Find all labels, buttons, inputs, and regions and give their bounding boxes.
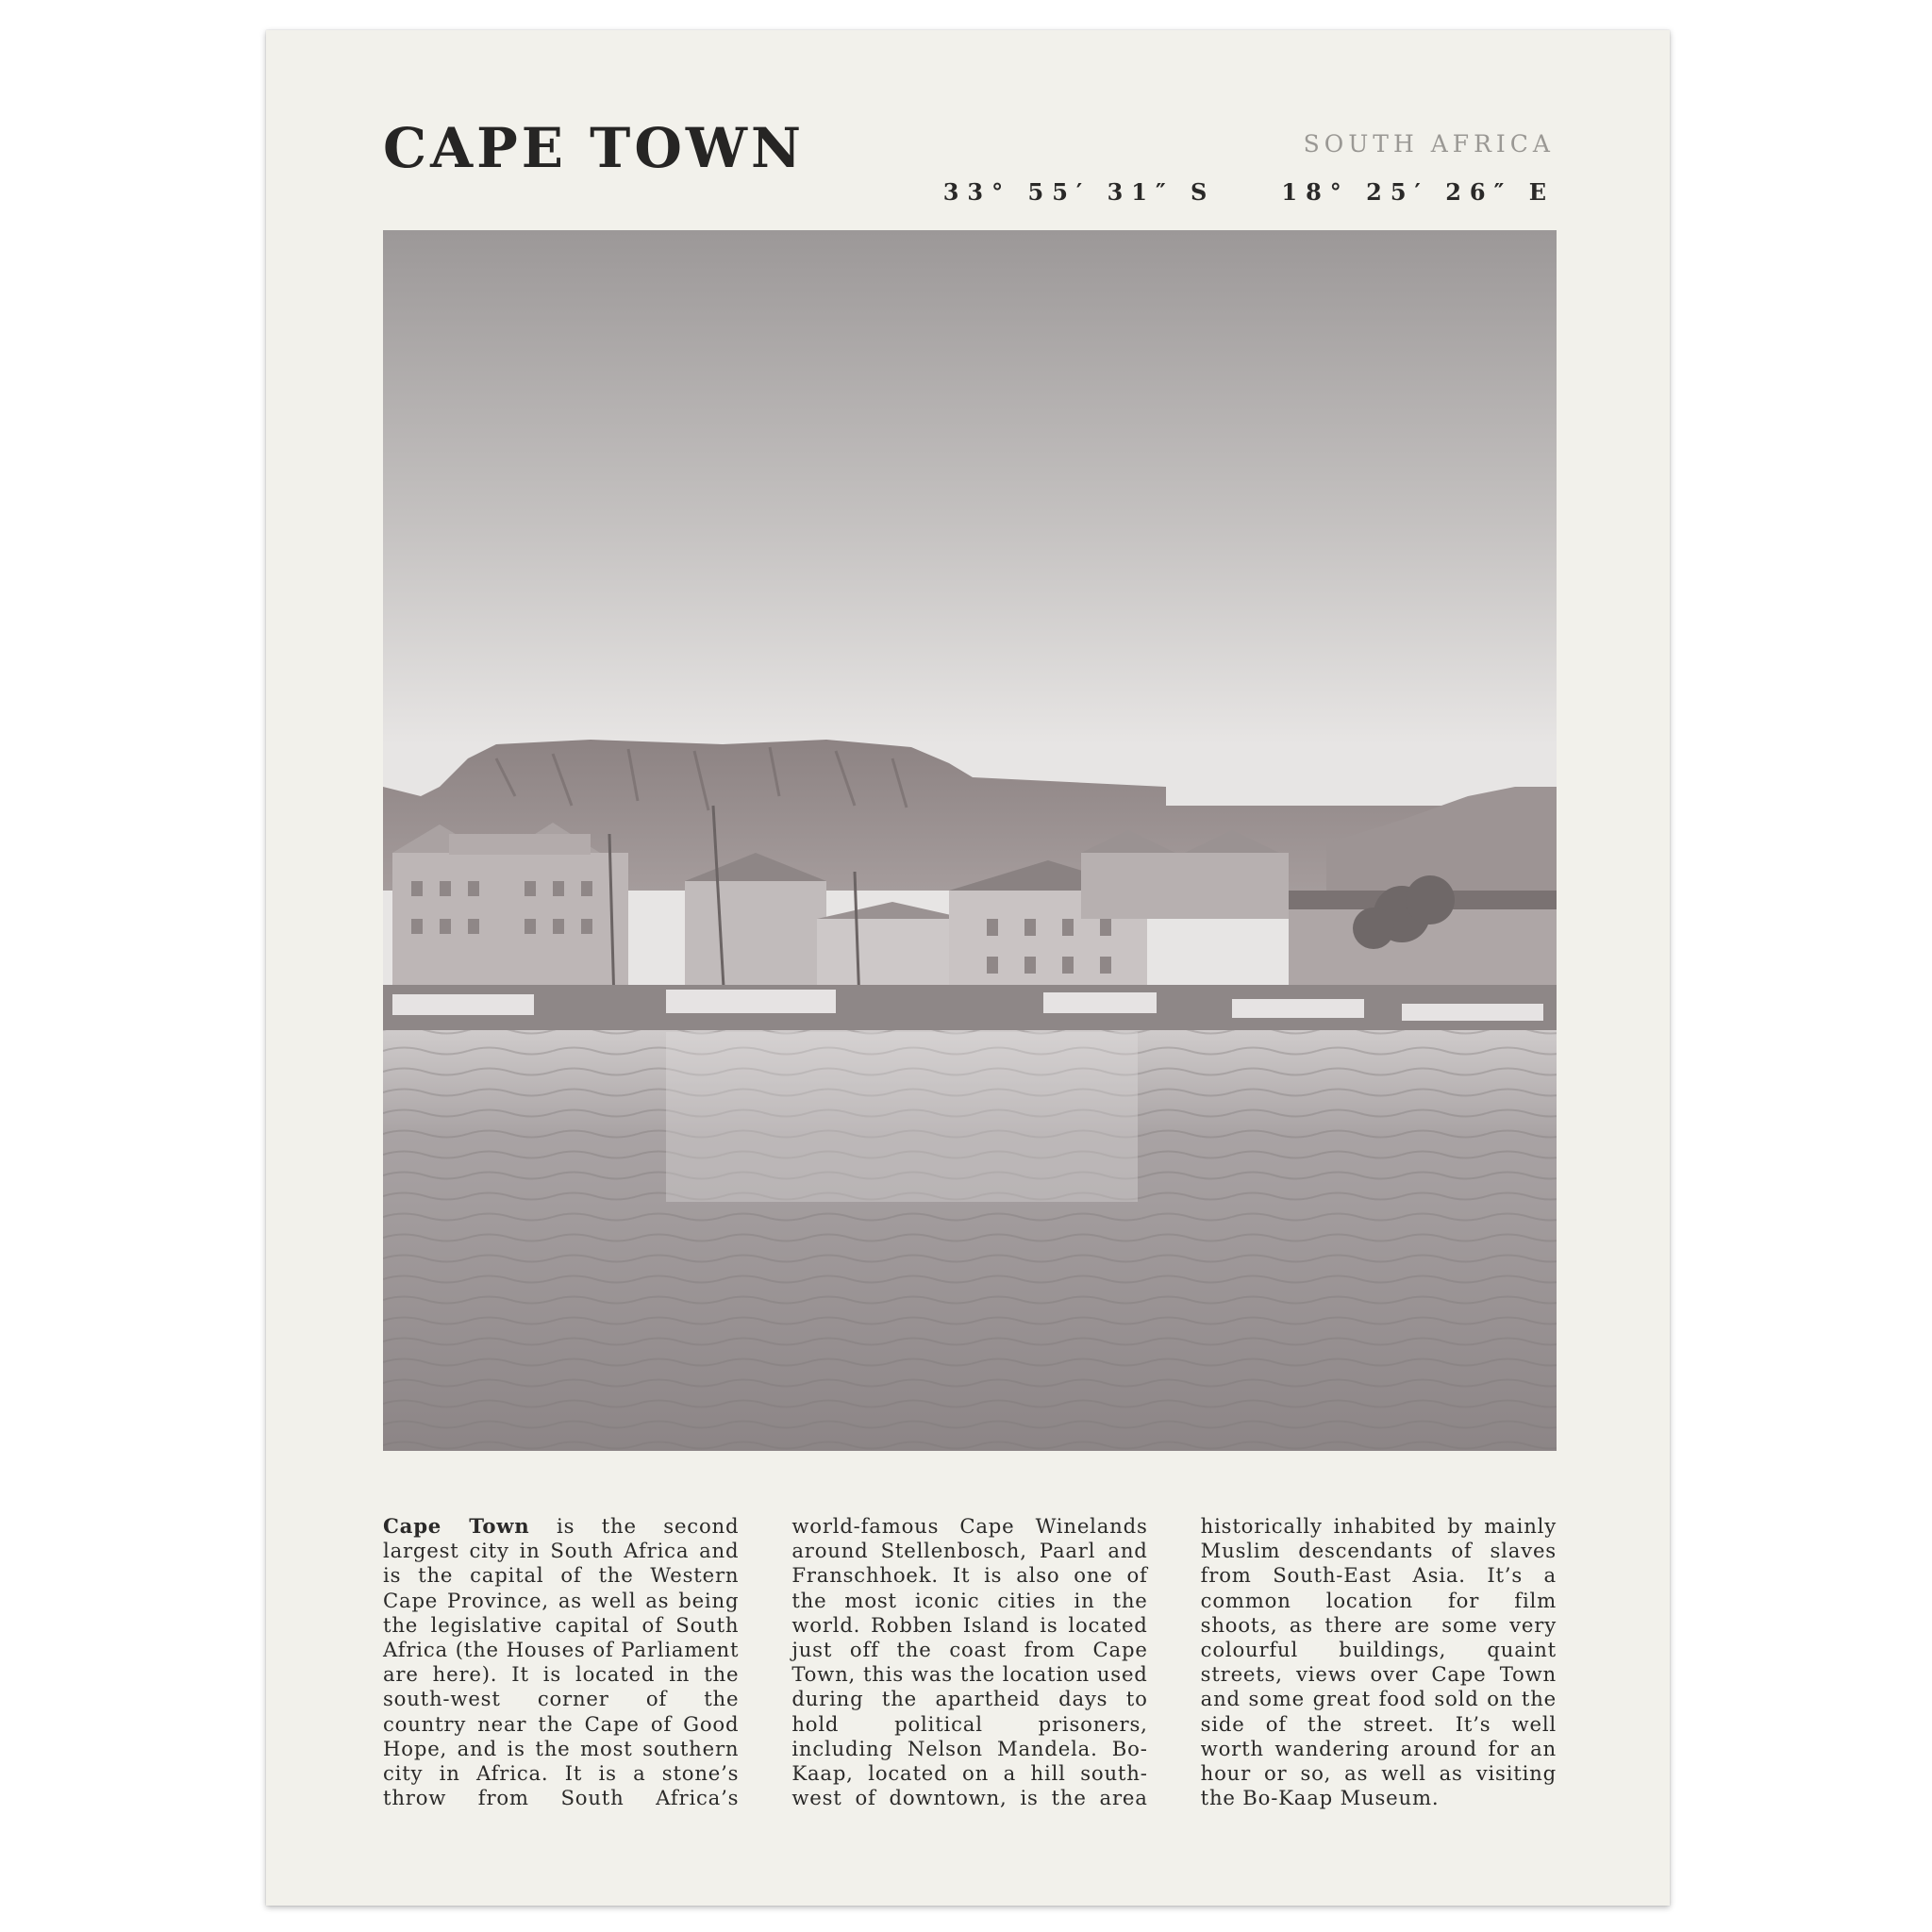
country-label: SOUTH AFRICA (1303, 130, 1555, 158)
longitude: 18° 25′ 26″ E (1281, 178, 1555, 206)
description-lead: Cape Town (383, 1514, 530, 1538)
quay (383, 985, 1557, 1030)
description-body: is the second largest city in South Africa and is the capital of the Western Cape Province, as well as being the legislative capital of South Africa (the Houses of Parliament are here). It is located in the south-west corner of the country near the Cape of Good Hope, and is the most southern city in Africa. It is a stone’s throw from South Africa’s world-famous Cape Winelands around Stellenbosch, Paarl and Franschhoek. It is also one of the most iconic cities in the world. Robben Island is located just off the coast from Cape Town, this was the location used during the apartheid days to hold political prisoners, including Nelson Mandela. Bo-Kaap, located on a hill south-west of downtown, is the area historically inhabited by mainly Muslim descendants of slaves from South-East Asia. It’s a common location for film shoots, as there are some very colourful buildings, quaint streets, views over Cape Town and some great food sold on the side of the street. It’s well worth wandering around for an hour or so, as well as visiting the Bo-Kaap Museum. (383, 1514, 1557, 1810)
latitude: 33° 55′ 31″ S (942, 178, 1216, 206)
coordinates (942, 178, 1555, 206)
reflection (666, 1032, 1138, 1202)
poster (266, 30, 1670, 1906)
city-title: CAPE TOWN (383, 116, 806, 180)
description-text (383, 1514, 1557, 1810)
harbour-photo (383, 230, 1557, 1451)
